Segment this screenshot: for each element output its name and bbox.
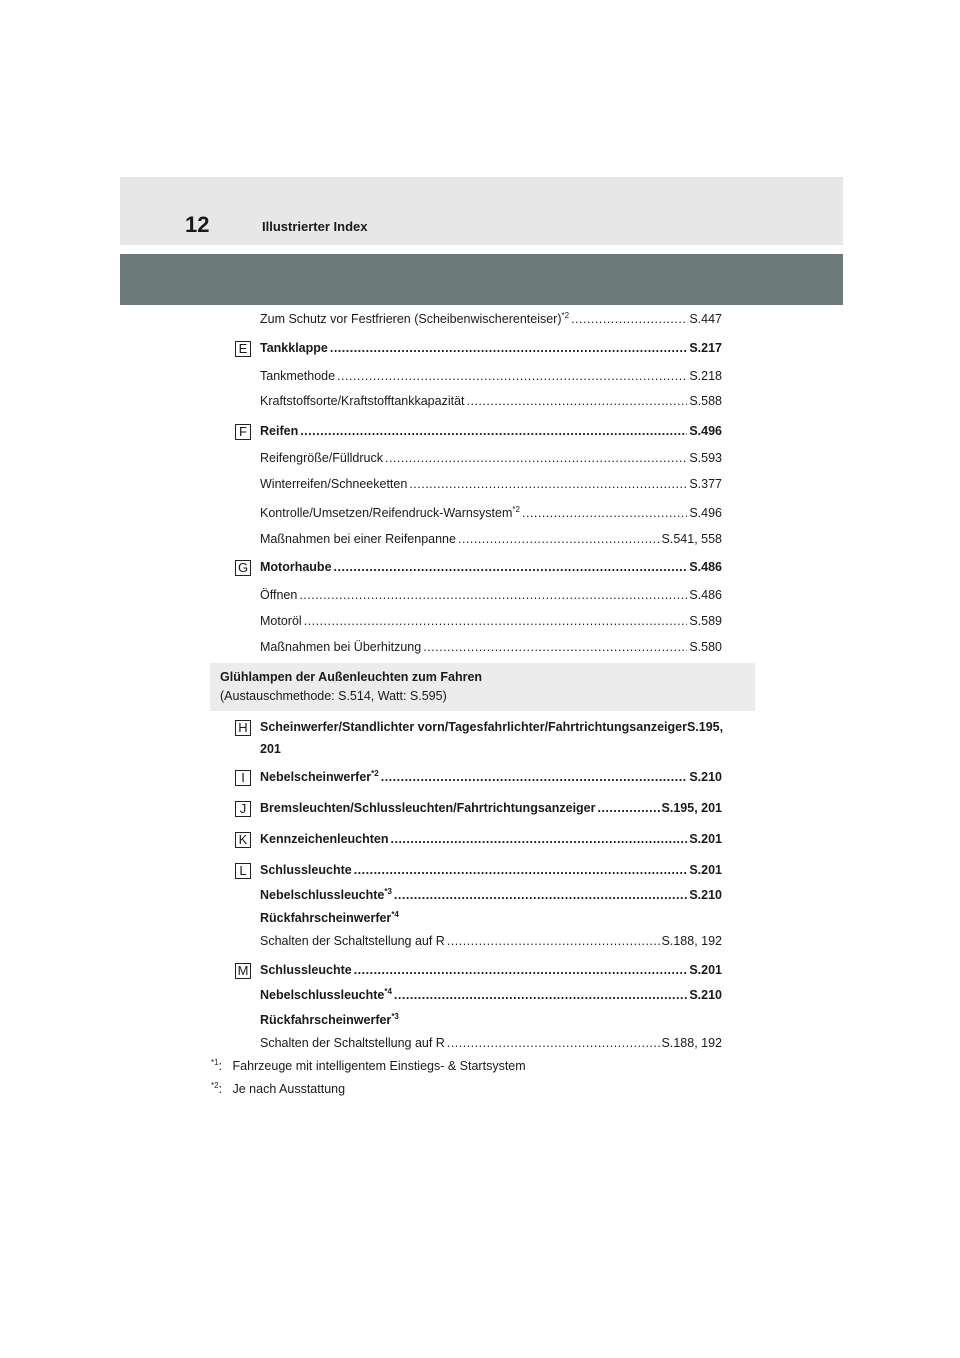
leader-dots: [304, 614, 688, 628]
leader-dots: [467, 394, 688, 408]
footnote-text: Je nach Ausstattung: [232, 1082, 346, 1096]
entry-label: Nebelschlussleuchte: [260, 888, 385, 902]
index-entry[interactable]: [260, 863, 722, 881]
entry-label: Maßnahmen bei einer Reifenpanne: [260, 532, 456, 546]
leader-dots: [458, 532, 660, 546]
entry-label: Schalten der Schaltstellung auf R: [260, 934, 445, 948]
page-ref: S.447: [689, 312, 722, 326]
entry-label: Nebelscheinwerfer: [260, 770, 372, 784]
page-ref: S.188, 192: [661, 934, 722, 948]
page-ref: S.218: [689, 369, 722, 383]
entry-label: Kennzeichenleuchten: [260, 832, 389, 846]
footnote-ref: *4: [384, 987, 392, 996]
page-ref: S.188, 192: [661, 1036, 722, 1050]
entry-label: Rückfahrscheinwerfer: [260, 911, 392, 925]
section-letter-j: J: [235, 801, 251, 817]
entry-label: Kraftstoffsorte/Kraftstofftankkapazität: [260, 394, 465, 408]
section-letter-h: H: [235, 720, 251, 736]
entry-label: Reifen: [260, 424, 299, 438]
section-header-subtitle: (Austauschmethode: S.514, Watt: S.595): [220, 689, 447, 703]
leader-dots: [598, 801, 660, 815]
entry-label: Kontrolle/Umsetzen/Reifendruck-Warnsystem: [260, 506, 513, 520]
footnote-ref: *4: [391, 910, 399, 919]
section-letter-g: G: [235, 560, 251, 576]
footnote-marker: *1: [211, 1058, 219, 1067]
entry-label: Reifengröße/Fülldruck: [260, 451, 383, 465]
index-entry[interactable]: [260, 614, 722, 632]
leader-dots: [354, 863, 688, 877]
index-entry[interactable]: [260, 934, 722, 952]
index-entry[interactable]: [260, 369, 722, 387]
page-ref: S.201: [689, 963, 722, 977]
chapter-title: Illustrierter Index: [262, 219, 368, 234]
footnote-ref: *2: [512, 505, 520, 514]
page-ref: S.580: [689, 640, 722, 654]
index-entry[interactable]: [260, 801, 722, 819]
index-entry-h-line1[interactable]: Scheinwerfer/Standlichter vorn/Tagesfahrlichter/FahrtrichtungsanzeigerS.195,: [260, 720, 724, 734]
leader-dots: [337, 369, 687, 383]
leader-dots: [394, 988, 687, 1002]
footnote-marker: *2: [211, 1081, 219, 1090]
index-entry[interactable]: [260, 832, 722, 850]
section-letter-e: E: [235, 341, 251, 357]
entry-label: Motoröl: [260, 614, 302, 628]
footnote: $^{*2}$: Je nach Ausstattung: [211, 1081, 346, 1096]
footnote-ref: *3: [384, 887, 392, 896]
index-entry-h-line2: 201: [260, 742, 281, 756]
leader-dots: [391, 832, 688, 846]
leader-dots: [381, 770, 688, 784]
leader-dots: [299, 588, 687, 602]
page-ref: S.541, 558: [661, 532, 722, 546]
leader-dots: [409, 477, 687, 491]
section-letter-f: F: [235, 424, 251, 440]
section-letter-i: I: [235, 770, 251, 786]
page-ref: S.210: [689, 988, 722, 1002]
footnote-ref: *2: [371, 769, 379, 778]
footnote: $^{*1}$: Fahrzeuge mit intelligentem Einstiegs- & Startsystem: [211, 1058, 526, 1073]
leader-dots: [522, 506, 687, 520]
page-ref: S.496: [689, 506, 722, 520]
entry-label: Zum Schutz vor Festfrieren (Scheibenwischerenteiser): [260, 312, 562, 326]
entry-label: Motorhaube: [260, 560, 332, 574]
index-entry[interactable]: [260, 640, 722, 658]
index-entry[interactable]: [260, 532, 722, 550]
section-letter-k: K: [235, 832, 251, 848]
leader-dots: [447, 934, 660, 948]
index-entry[interactable]: [260, 963, 722, 981]
entry-label: Tankmethode: [260, 369, 336, 383]
footnote-ref: *2: [561, 311, 570, 320]
entry-label: Öffnen: [260, 588, 298, 602]
section-header-title: Glühlampen der Außenleuchten zum Fahren: [220, 670, 483, 684]
leader-dots: [334, 560, 688, 574]
index-entry[interactable]: [260, 560, 722, 578]
index-entry[interactable]: [260, 588, 722, 606]
section-letter-l: L: [235, 863, 251, 879]
leader-dots: [300, 424, 687, 438]
entry-label: Schlussleuchte: [260, 963, 352, 977]
page-ref: S.201: [689, 832, 722, 846]
section-letter-m: M: [235, 963, 251, 979]
leader-dots: [385, 451, 687, 465]
page-ref: S.210: [689, 770, 722, 784]
footnote-text: Fahrzeuge mit intelligentem Einstiegs- & Startsystem: [232, 1059, 526, 1073]
page-ref: S.201: [689, 863, 722, 877]
entry-label: Schalten der Schaltstellung auf R: [260, 1036, 445, 1050]
page-ref: S.486: [689, 560, 722, 574]
leader-dots: [330, 341, 687, 355]
leader-dots: [394, 888, 687, 902]
leader-dots: [354, 963, 688, 977]
page-ref: S.496: [689, 424, 722, 438]
page-ref: S.593: [689, 451, 722, 465]
leader-dots: [423, 640, 687, 654]
entry-label: Bremsleuchten/Schlussleuchten/Fahrtrichtungsanzeiger: [260, 801, 596, 815]
entry-label: Maßnahmen bei Überhitzung: [260, 640, 422, 654]
page-ref: S.589: [689, 614, 722, 628]
index-entry[interactable]: [260, 506, 722, 524]
entry-label: Nebelschlussleuchte: [260, 988, 385, 1002]
page-ref: S.588: [689, 394, 722, 408]
page-ref: S.210: [689, 888, 722, 902]
index-entry[interactable]: [260, 424, 722, 442]
page-number: 12: [185, 212, 210, 237]
section-header-box: [210, 663, 755, 711]
entry-label: Rückfahrscheinwerfer: [260, 1013, 392, 1027]
page-ref: S.217: [689, 341, 722, 355]
index-entry[interactable]: [260, 1013, 399, 1027]
index-entry[interactable]: [260, 888, 722, 906]
index-entry[interactable]: [260, 1036, 722, 1054]
index-entry[interactable]: [260, 477, 722, 495]
entry-label: Schlussleuchte: [260, 863, 352, 877]
index-entry[interactable]: [260, 312, 722, 330]
page-ref: S.486: [689, 588, 722, 602]
index-entry[interactable]: [260, 988, 722, 1006]
index-entry[interactable]: [260, 341, 722, 359]
index-entry[interactable]: [260, 911, 399, 925]
page-ref: S.377: [689, 477, 722, 491]
page-ref: S.195, 201: [661, 801, 722, 815]
leader-dots: [571, 312, 687, 326]
entry-label: Tankklappe: [260, 341, 328, 355]
index-entry[interactable]: [260, 451, 722, 469]
entry-label: Winterreifen/Schneeketten: [260, 477, 408, 491]
leader-dots: [447, 1036, 660, 1050]
index-entry[interactable]: [260, 394, 722, 412]
footnote-ref: *3: [391, 1012, 399, 1021]
index-entry[interactable]: [260, 770, 722, 788]
